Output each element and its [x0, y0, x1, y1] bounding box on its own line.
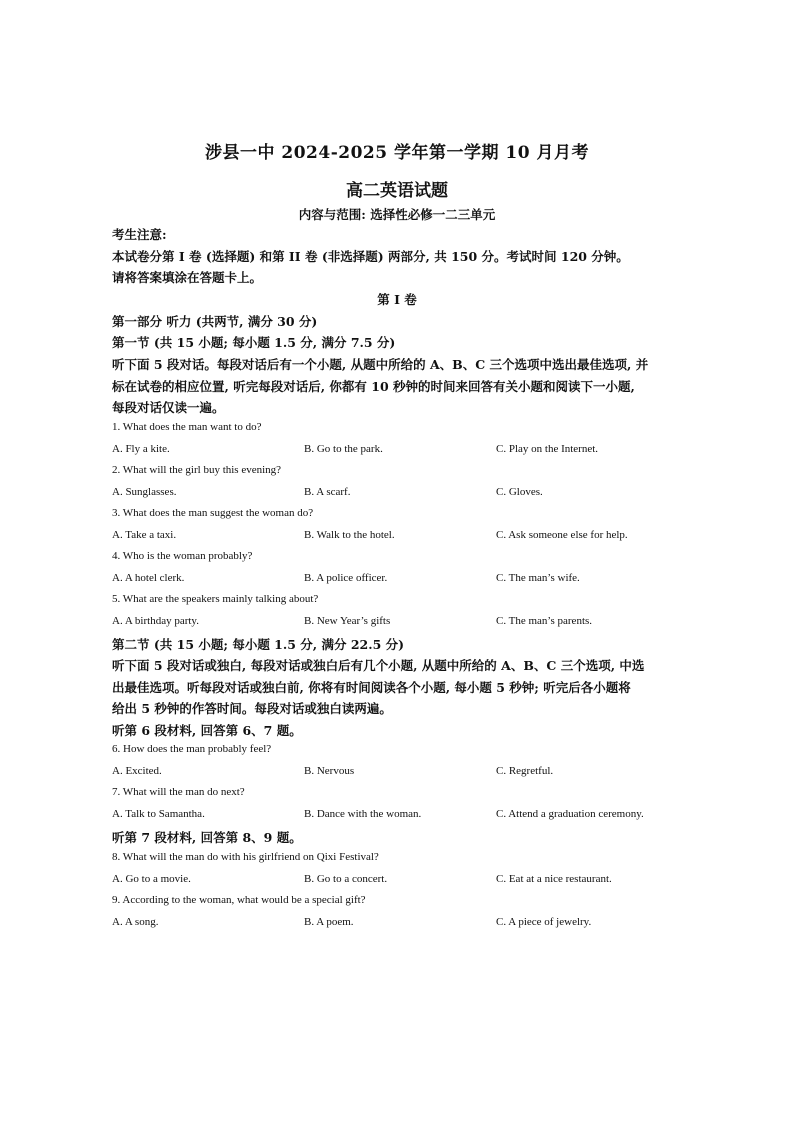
- question-5: 5. What are the speakers mainly talking about?: [112, 593, 319, 605]
- q7-option-b: B. Dance with the woman.: [304, 808, 422, 820]
- q3-option-c: C. Ask someone else for help.: [496, 529, 628, 541]
- notes-line-2: 请将答案填涂在答题卡上。: [112, 270, 263, 285]
- q8-option-a: A. Go to a movie.: [112, 873, 191, 885]
- exam-title: 涉县一中 2024-2025 学年第一学期 10 月月考: [204, 143, 589, 163]
- section2-instructions-2: 出最佳选项。听每段对话或独白前, 你将有时间阅读各个小题, 每小题 5 秒钟; 听完后各小题将: [112, 680, 631, 695]
- q6-option-a: A. Excited.: [112, 765, 162, 777]
- q9-option-c: C. A piece of jewelry.: [496, 916, 592, 928]
- q3-option-a: A. Take a taxi.: [112, 529, 177, 541]
- exam-subtitle: 高二英语试题: [346, 181, 448, 201]
- q1-option-c: C. Play on the Internet.: [496, 443, 599, 455]
- material-7-heading: 听第 7 段材料, 回答第 8、9 题。: [112, 830, 302, 845]
- exam-scope: 内容与范围: 选择性必修一二三单元: [298, 207, 496, 222]
- q8-option-c: C. Eat at a nice restaurant.: [496, 873, 612, 885]
- section1-title: 第一节 (共 15 小题; 每小题 1.5 分, 满分 7.5 分): [112, 335, 396, 350]
- question-9: 9. According to the woman, what would be a special gift?: [112, 894, 366, 906]
- q5-option-b: B. New Year’s gifts: [304, 615, 391, 627]
- section2-instructions-3: 给出 5 秒钟的作答时间。每段对话或独白读两遍。: [112, 701, 392, 716]
- material-6-heading: 听第 6 段材料, 回答第 6、7 题。: [112, 723, 302, 738]
- q9-option-a: A. A song.: [112, 916, 159, 928]
- q2-option-c: C. Gloves.: [496, 486, 543, 498]
- question-6: 6. How does the man probably feel?: [112, 743, 272, 755]
- part1-title: 第一部分 听力 (共两节, 满分 30 分): [112, 314, 318, 329]
- question-2: 2. What will the girl buy this evening?: [112, 464, 282, 476]
- q4-option-a: A. A hotel clerk.: [112, 572, 185, 584]
- section1-instructions-2: 标在试卷的相应位置, 听完每段对话后, 你都有 10 秒钟的时间来回答有关小题和阅读下一小题,: [112, 379, 635, 394]
- notes-line-1: 本试卷分第 I 卷 (选择题) 和第 II 卷 (非选择题) 两部分, 共 150 分。考试时间 120 分钟。: [112, 249, 629, 264]
- q9-option-b: B. A poem.: [304, 916, 354, 928]
- q4-option-b: B. A police officer.: [304, 572, 388, 584]
- q6-option-b: B. Nervous: [304, 765, 355, 777]
- q4-option-c: C. The man’s wife.: [496, 572, 580, 584]
- q5-option-c: C. The man’s parents.: [496, 615, 593, 627]
- section2-instructions-1: 听下面 5 段对话或独白, 每段对话或独白后有几个小题, 从题中所给的 A、B、C 三个选项, 中选: [112, 658, 645, 673]
- question-8: 8. What will the man do with his girlfriend on Qixi Festival?: [112, 851, 379, 863]
- q5-option-a: A. A birthday party.: [112, 615, 199, 627]
- section1-instructions-3: 每段对话仅读一遍。: [112, 400, 225, 415]
- q2-option-b: B. A scarf.: [304, 486, 351, 498]
- volume-label: 第 I 卷: [377, 292, 417, 307]
- question-4: 4. Who is the woman probably?: [112, 550, 253, 562]
- q1-option-b: B. Go to the park.: [304, 443, 383, 455]
- notes-label: 考生注意:: [112, 227, 167, 242]
- question-1: 1. What does the man want to do?: [112, 421, 262, 433]
- question-7: 7. What will the man do next?: [112, 786, 245, 798]
- section1-instructions-1: 听下面 5 段对话。每段对话后有一个小题, 从题中所给的 A、B、C 三个选项中选出最佳选项, 并: [112, 357, 649, 372]
- q7-option-a: A. Talk to Samantha.: [112, 808, 205, 820]
- q6-option-c: C. Regretful.: [496, 765, 554, 777]
- q1-option-a: A. Fly a kite.: [112, 443, 170, 455]
- q2-option-a: A. Sunglasses.: [112, 486, 177, 498]
- q7-option-c: C. Attend a graduation ceremony.: [496, 808, 644, 820]
- q3-option-b: B. Walk to the hotel.: [304, 529, 395, 541]
- question-3: 3. What does the man suggest the woman do?: [112, 507, 314, 519]
- section2-title: 第二节 (共 15 小题; 每小题 1.5 分, 满分 22.5 分): [112, 637, 405, 652]
- q8-option-b: B. Go to a concert.: [304, 873, 388, 885]
